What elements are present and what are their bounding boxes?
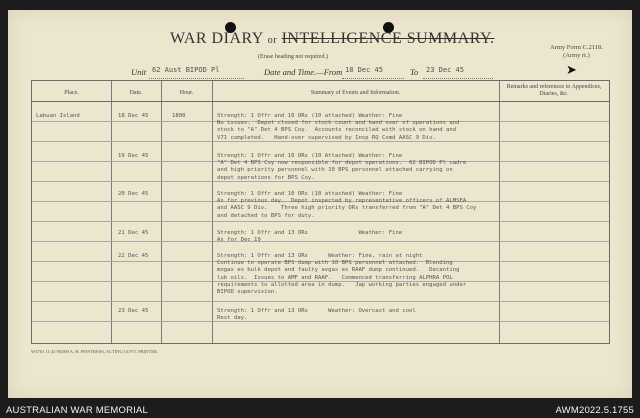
row-1-summary: Strength: 1 Offr and 10 ORs (10 attached) Weather: Fine No issues. Depot closed for stock count and hand over of operations and stock to "A" Det 4 BPS Coy. Accounts reconciled with stock on hand and V71 completed. Hand-over supervised by Insp RQ Comd AASC 9 Div. (217, 113, 460, 141)
column-header-hour: Hour. (179, 90, 194, 96)
row-5-date: 22 Dec 45 (118, 253, 149, 259)
column-header-summary: Summary of Events and Information. (310, 90, 401, 96)
printer-imprint: W4761 11.43 90,000 A. H. PEWTRESS, ACTING GOVT. PRINTER. (31, 349, 159, 354)
archive-footer (0, 401, 640, 418)
army-form-label: Army Form C.2118. (Army rt.) (550, 44, 603, 59)
row-1-date: 18 Dec 45 (118, 113, 149, 119)
date-from-label: Date and Time.—From (264, 67, 343, 77)
pen-mark-icon: ➤ (566, 62, 577, 77)
row-2-summary: Strength: 1 Offr and 10 ORs (10 Attached) Weather: Fine "A" Det 4 BPS Coy now responsible for depot operations. 62 BIPOD Pl cadre and high priority personnel with 10 BPS personnel attached carrying on depot operations for BPS Coy. (217, 153, 467, 181)
footer-institution: AUSTRALIAN WAR MEMORIAL (6, 405, 149, 416)
unit-label: Unit (131, 67, 147, 77)
row-5-summary: Strength: 1 Offr and 13 ORs Weather: Fine, rain at night Continue to operate BPS dump with 10 BPS personnel attached. Blending mogas ex bulk depot and faulty avgas ex RAAF dump continued. Decanting lub oils. Issues to AMF and RAAF. Commenced transferring ALPHRA POL requirements to allotted area in dump. Jap working parties engaged under BIPOD supervision. (217, 253, 467, 296)
page-title: WAR DIARY or INTELLIGENCE SUMMARY. (170, 30, 495, 47)
diary-table (31, 80, 610, 344)
row-4-summary: Strength: 1 Offr and 13 ORs Weather: Fine As for Dec 19 (217, 230, 403, 244)
row-3-date: 20 Dec 45 (118, 191, 149, 197)
date-to-value: 23 Dec 45 (426, 66, 464, 74)
footer-accession-number: AWM2022.5.1755 (555, 405, 634, 416)
row-6-summary: Strength: 1 Offr and 13 ORs Weather: Overcast and cool Rest day. (217, 308, 416, 322)
unit-value: 62 Aust BIPOD Pl (152, 66, 220, 74)
date-to-label: To (410, 67, 419, 77)
row-1-hour: 1800 (172, 113, 186, 119)
row-2-date: 19 Dec 45 (118, 153, 149, 159)
row-6-date: 23 Dec 45 (118, 308, 149, 314)
column-header-date: Date. (129, 90, 143, 96)
row-3-summary: Strength: 1 Offr and 10 ORs (10 attached) Weather: Fine As for previous day. Depot inspected by representative officers of ALMSEA and AASC 9 Div. Three high priority ORs transferred from "A" Det 4 BPS Coy and detached to BPS for duty. (217, 191, 477, 219)
struck-heading: INTELLIGENCE SUMMARY. (281, 30, 495, 47)
date-from-value: 18 Dec 45 (345, 66, 383, 74)
column-header-place: Place. (64, 90, 79, 96)
erase-note: (Erase heading not required.) (258, 54, 328, 60)
row-1-place: Labuan Island (36, 113, 80, 119)
row-4-date: 21 Dec 45 (118, 230, 149, 236)
column-header-remarks: Remarks and references to Appendices, Diaries, &c. (506, 84, 602, 97)
